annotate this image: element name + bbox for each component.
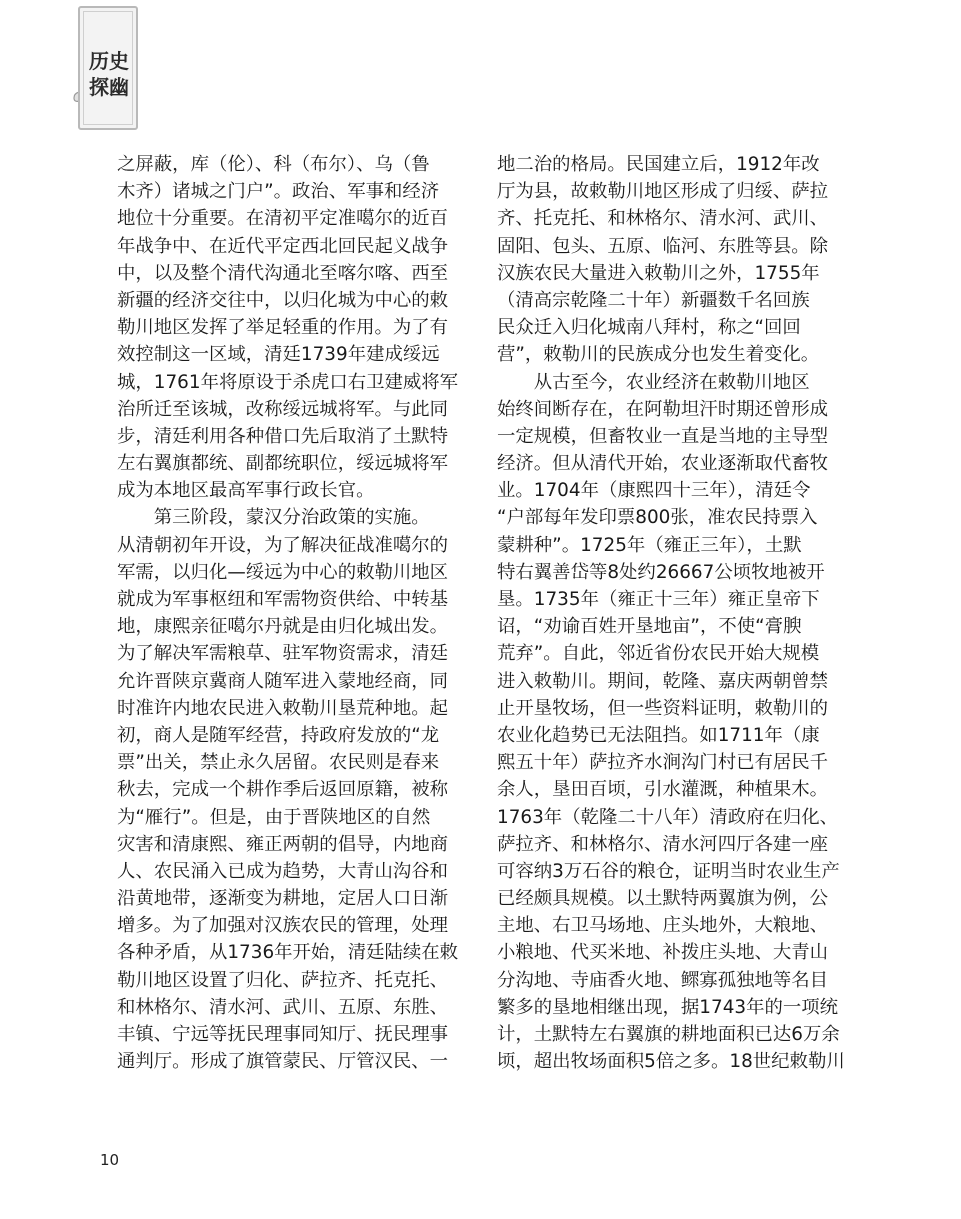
text-line: 地位十分重要。在清初平定准噶尔的近百	[117, 208, 449, 230]
text-line: 可容纳3万石谷的粮仓，证明当时农业生产	[497, 860, 840, 882]
text-line: 主地、右卫马场地、庄头地外，大粮地、	[497, 915, 829, 937]
text-line: 顷，超出牧场面积5倍之多。18世纪敕勒川	[497, 1051, 845, 1073]
text-line: 进入敕勒川。期间，乾隆、嘉庆两朝曾禁	[497, 670, 829, 692]
text-line: 效控制这一区域，清廷1739年建成绥远	[117, 344, 440, 366]
text-line: 为“雁行”。但是，由于晋陕地区的自然	[117, 806, 431, 828]
text-line: 汉族农民大量进入敕勒川之外，1755年	[497, 262, 820, 284]
text-line: 固阳、包头、五原、临河、东胜等县。除	[497, 235, 829, 257]
text-line: 秋去，完成一个耕作季后返回原籍，被称	[117, 779, 449, 801]
text-line: 厅为县，故敕勒川地区形成了归绥、萨拉	[497, 181, 829, 203]
text-line: 萨拉齐、和林格尔、清水河四厅各建一座	[497, 833, 829, 855]
text-line: 营”，敕勒川的民族成分也发生着变化。	[497, 344, 820, 366]
section-title	[84, 48, 134, 100]
text-line: 始终间断存在，在阿勒坦汗时期还曾形成	[497, 398, 829, 420]
text-line: 经济。但从清代开始，农业逐渐取代畜牧	[497, 453, 829, 475]
text-line: 熙五十年）萨拉齐水涧沟门村已有居民千	[497, 752, 829, 774]
text-line: 诏，“劝谕百姓开垦地亩”，不使“膏腴	[497, 616, 802, 638]
text-line: 1763年（乾隆二十八年）清政府在归化、	[497, 806, 839, 828]
text-line: 分沟地、寺庙香火地、鳏寡孤独地等名目	[497, 969, 829, 991]
text-line: 地二治的格局。民国建立后，1912年改	[497, 154, 820, 175]
text-line: 民众迁入归化城南八拜村，称之“回回	[497, 317, 801, 339]
text-line: 蒙耕种”。1725年（雍正三年），土默	[497, 534, 802, 556]
text-line: 勒川地区发挥了举足轻重的作用。为了有	[117, 317, 449, 339]
text-line: 勒川地区设置了归化、萨拉齐、托克托、	[117, 969, 449, 991]
text-line: 地，康熙亲征噶尔丹就是由归化城出发。	[117, 616, 449, 638]
page-number: 10	[100, 1151, 120, 1169]
right-text-column	[497, 151, 847, 1075]
text-line: 余人，垦田百顷，引水灌溉，种植果木。	[497, 779, 829, 801]
text-line: 齐、托克托、和林格尔、清水河、武川、	[497, 208, 829, 230]
text-line: 木齐）诸城之门户”。政治、军事和经济	[117, 181, 440, 203]
text-line: 繁多的垦地相继出现，据1743年的一项统	[497, 996, 839, 1018]
text-line: 荒弃”。自此，邻近省份农民开始大规模	[497, 643, 820, 665]
text-line: 时准许内地农民进入敕勒川垦荒种地。起	[117, 697, 449, 719]
text-line: 为了解决军需粮草、驻军物资需求，清廷	[117, 643, 449, 665]
text-line: 之屏蔽，库（伦）、科（布尔）、乌（鲁	[117, 154, 430, 175]
text-line: 一定规模，但畜牧业一直是当地的主导型	[497, 425, 829, 447]
text-line: 计，土默特左右翼旗的耕地面积已达6万余	[497, 1024, 840, 1045]
text-line: 新疆的经济交往中，以归化城为中心的敕	[117, 289, 449, 311]
left-text-column	[117, 151, 467, 1075]
section-title-line1: 历史	[89, 49, 129, 73]
text-line: 从清朝初年开设，为了解决征战准噶尔的	[117, 534, 449, 556]
text-line: （清高宗乾隆二十年）新疆数千名回族	[497, 289, 810, 311]
text-line: 左右翼旗都统、副都统职位，绥远城将军	[117, 453, 449, 475]
text-line: 票”出关，禁止永久居留。农民则是春来	[117, 752, 440, 774]
text-line: 年战争中、在近代平定西北回民起义战争	[117, 235, 449, 257]
text-line: 业。1704年（康熙四十三年），清廷令	[497, 480, 811, 502]
text-line: 特右翼善岱等8处约26667公顷牧地被开	[497, 561, 825, 583]
text-line: 沿黄地带，逐渐变为耕地，定居人口日渐	[117, 888, 449, 910]
text-line: 和林格尔、清水河、武川、五原、东胜、	[117, 996, 449, 1018]
text-line: 小粮地、代买米地、补拨庄头地、大青山	[497, 942, 829, 964]
text-line: 中，以及整个清代沟通北至喀尔喀、西至	[117, 262, 449, 284]
text-line: 成为本地区最高军事行政长官。	[117, 480, 375, 502]
text-line: 治所迁至该城，改称绥远城将军。与此同	[117, 398, 449, 420]
text-line: 第三阶段，蒙汉分治政策的实施。	[117, 507, 430, 529]
text-line: 农业化趋势已无法阻挡。如1711年（康	[497, 724, 820, 746]
text-line: 垦。1735年（雍正十三年）雍正皇帝下	[497, 589, 820, 610]
text-line: 各种矛盾，从1736年开始，清廷陆续在敕	[117, 942, 459, 964]
text-line: 已经颇具规模。以土默特两翼旗为例，公	[497, 888, 829, 910]
text-line: 军需，以归化—绥远为中心的敕勒川地区	[117, 561, 449, 583]
text-line: 允许晋陕京冀商人随军进入蒙地经商，同	[117, 670, 449, 692]
text-line: 止开垦牧场，但一些资料证明，敕勒川的	[497, 697, 829, 719]
text-line: 从古至今，农业经济在敕勒川地区	[497, 371, 810, 393]
text-line: “户部每年发印票800张，准农民持票入	[497, 507, 818, 529]
section-title-line2: 探幽	[89, 75, 129, 99]
text-line: 人、农民涌入已成为趋势，大青山沟谷和	[117, 860, 449, 882]
text-line: 城，1761年将原设于杀虎口右卫建威将军	[117, 371, 459, 393]
text-line: 就成为军事枢纽和军需物资供给、中转基	[117, 589, 449, 610]
text-line: 通判厅。形成了旗管蒙民、厅管汉民、一	[117, 1051, 449, 1073]
section-badge	[72, 6, 144, 132]
text-line: 丰镇、宁远等抚民理事同知厅、抚民理事	[117, 1024, 449, 1045]
text-line: 步，清廷利用各种借口先后取消了土默特	[117, 425, 449, 447]
text-line: 初，商人是随军经营，持政府发放的“龙	[117, 724, 440, 746]
text-line: 灾害和清康熙、雍正两朝的倡导，内地商	[117, 833, 449, 855]
text-line: 增多。为了加强对汉族农民的管理，处理	[117, 915, 449, 937]
